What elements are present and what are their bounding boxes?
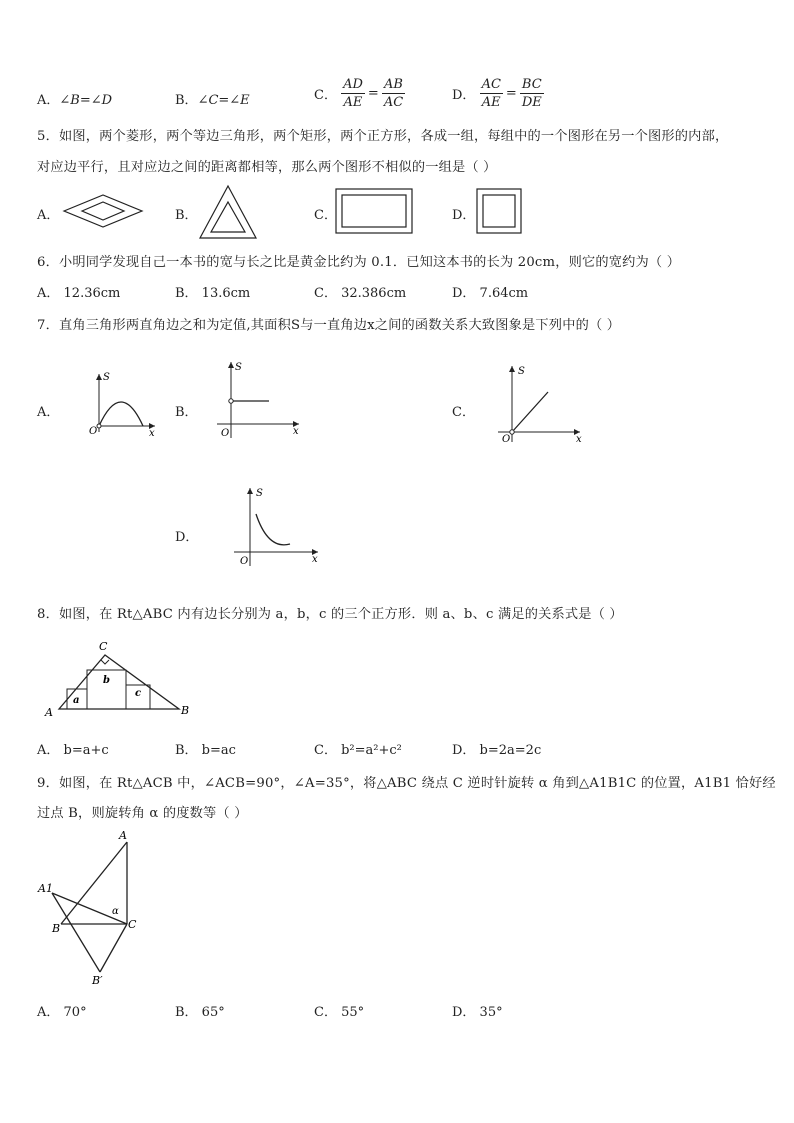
q5-stem-line1: 5．如图，两个菱形，两个等边三角形，两个矩形，两个正方形，各成一组，每组中的一个图形在另一个图形的内部， (37, 129, 729, 144)
axis-s-label: S (235, 362, 242, 373)
axis-s-label: S (518, 366, 525, 377)
origin-point (510, 430, 514, 434)
frac-numerator: AB (384, 77, 403, 92)
axis-x-label: x (312, 554, 318, 565)
open-endpoint (229, 399, 233, 403)
vertex-a-label: A (119, 829, 127, 842)
origin-label: O (502, 434, 511, 445)
inner-rectangle (342, 195, 406, 227)
vertex-b1-label: B′ (92, 974, 103, 987)
q5-square-figure (476, 188, 522, 234)
axis-x-label: x (149, 428, 155, 439)
q4-option-a (37, 89, 112, 108)
vertex-b-label: B (181, 704, 190, 717)
q7-graph-d (234, 484, 324, 568)
q7-graph-c (498, 362, 584, 444)
q5-option-b-label: B． (175, 208, 198, 223)
q4-option-c-label: C． (314, 88, 337, 103)
q4-option-d (452, 76, 544, 111)
frac-denominator: DE (521, 95, 542, 110)
vertex-a-label: A (45, 706, 53, 719)
q6-stem: 6．小明同学发现自己一本书的宽与长之比是黄金比约为 0.1．已知这本书的长为 20cm，则它的宽约为（ ） (37, 255, 681, 270)
q5-stem-line2: 对应边平行，且对应边之间的距离都相等，那么两个图形不相似的一组是（ ） (37, 160, 497, 175)
q8-option-b: B． b=ac (175, 743, 236, 758)
origin-point (97, 424, 101, 428)
q6-option-b: B． 13.6cm (175, 286, 251, 301)
q4-option-b (175, 89, 250, 108)
q5-option-d-label: D． (452, 208, 476, 223)
q5-option-c-label: C． (314, 208, 337, 223)
q5-triangle-figure (198, 184, 258, 240)
label-c: c (135, 688, 142, 699)
q4-option-b-label: B． (175, 93, 198, 108)
q4-option-a-label: A． (37, 93, 60, 108)
q8-stem: 8．如图，在 Rt△ABC 内有边长分别为 a，b，c 的三个正方形．则 a、b、c 满足的关系式是（ ） (37, 607, 623, 622)
frac-numerator: AC (481, 77, 501, 92)
frac-denominator: AE (481, 95, 501, 110)
origin-label: O (240, 556, 249, 567)
y-arrow-icon (228, 362, 234, 368)
right-angle-mark (101, 660, 109, 664)
y-arrow-icon (509, 366, 515, 372)
equals-sign: = (367, 86, 379, 101)
q8-option-d: D． b=2a=2c (452, 743, 542, 758)
axis-x-label: x (293, 426, 299, 437)
parabola-curve (99, 402, 143, 426)
q4-option-d-label: D． (452, 88, 476, 103)
origin-label: O (89, 426, 98, 437)
angle-alpha-label: α (112, 906, 119, 917)
q6-option-d: D． 7.64cm (452, 286, 529, 301)
q4-option-b-text: ∠C=∠E (197, 93, 250, 108)
outer-rhombus (64, 195, 142, 227)
q7-option-c-label: C． (452, 405, 475, 420)
q7-option-a-label: A． (37, 405, 60, 420)
q4-option-c (314, 76, 405, 111)
label-a: a (73, 695, 80, 706)
q4-option-c-frac1 (341, 76, 365, 111)
q9-option-c: C． 55° (314, 1005, 365, 1020)
inner-triangle (211, 202, 245, 232)
y-arrow-icon (96, 374, 102, 380)
hyperbola-curve (256, 514, 290, 545)
outer-rectangle (336, 189, 412, 233)
segment-cb1 (100, 924, 127, 972)
frac-denominator: AE (343, 95, 363, 110)
axis-s-label: S (103, 372, 110, 383)
inner-rhombus (82, 202, 124, 220)
q9-option-d: D． 35° (452, 1005, 503, 1020)
y-arrow-icon (247, 488, 253, 494)
vertex-b-label: B (52, 922, 61, 935)
q8-option-c: C． b²=a²+c² (314, 743, 402, 758)
q6-option-c: C． 32.386cm (314, 286, 407, 301)
axis-s-label: S (256, 488, 263, 499)
q7-option-d-label: D． (175, 530, 199, 545)
frac-numerator: BC (521, 77, 542, 92)
q4-option-d-frac2 (520, 76, 544, 111)
q8-figure (42, 638, 198, 720)
q7-stem: 7．直角三角形两直角边之和为定值,其面积S与一直角边x之间的函数关系大致图象是下列中的（ ） (37, 318, 621, 333)
q7-graph-a (85, 370, 161, 439)
inner-square (483, 195, 515, 227)
outer-triangle (200, 186, 256, 238)
q7-graph-b (213, 358, 303, 440)
q4-option-d-frac1 (480, 76, 503, 111)
vertex-c-label: C (128, 918, 137, 931)
q5-option-a-label: A． (37, 208, 60, 223)
origin-label: O (221, 428, 230, 439)
vertex-a1-label: A1 (38, 882, 53, 895)
q4-option-c-frac2 (382, 76, 405, 111)
label-b: b (103, 675, 110, 686)
vertex-c-label: C (99, 640, 108, 653)
q6-option-a: A． 12.36cm (37, 286, 121, 301)
q9-figure (34, 826, 154, 990)
q4-option-a-text: ∠B=∠D (59, 93, 113, 108)
axis-x-label: x (576, 434, 582, 445)
q5-rhombus-figure (62, 193, 144, 229)
q9-stem-line1: 9．如图，在 Rt△ACB 中，∠ACB=90°，∠A=35°，将△ABC 绕点 C 逆时针旋转 α 角到△A1B1C 的位置，A1B1 恰好经 (37, 776, 776, 791)
q5-rectangle-figure (335, 188, 413, 234)
frac-denominator: AC (383, 95, 404, 110)
q9-option-a: A． 70° (37, 1005, 87, 1020)
q8-option-a: A． b=a+c (37, 743, 109, 758)
q9-stem-line2: 过点 B，则旋转角 α 的度数等（ ） (37, 806, 248, 821)
equals-sign: = (505, 86, 517, 101)
q7-option-b-label: B． (175, 405, 198, 420)
linear-ray (512, 392, 548, 432)
frac-numerator: AD (343, 77, 363, 92)
q9-option-b: B． 65° (175, 1005, 225, 1020)
